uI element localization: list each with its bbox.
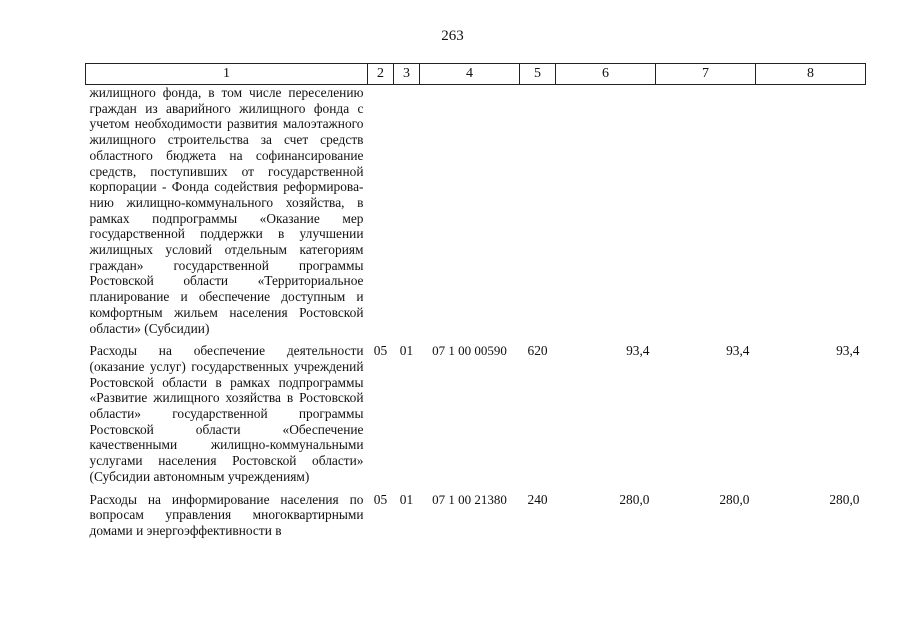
row-section (368, 85, 394, 344)
row-expense-type: 620 (527, 343, 548, 359)
row-target-article: 07 1 00 00590 (432, 343, 507, 359)
row-expense-type (520, 85, 556, 344)
row-subsection: 01 (399, 491, 414, 507)
header-row (86, 64, 866, 85)
row-section: 05 (373, 491, 388, 507)
row-amount-col6: 280,0 (619, 491, 650, 507)
row-target-article (420, 85, 520, 344)
row-section: 05 (373, 343, 388, 359)
page-number: 263 (441, 28, 464, 44)
table-row (86, 492, 866, 546)
header-col-6: 6 (556, 64, 656, 85)
row-amount-col7 (656, 85, 756, 344)
table-row (86, 85, 866, 344)
header-col-7: 7 (656, 64, 756, 85)
row-description: Расходы на обеспечение деятельности (оказание услуг) государственных учреждений Ростовской области в рамках подпрограммы «Развитие жилищного хозяйства в Ростовской области» государственной программы Ростовской области «Обеспечение качественными жилищно-коммунальными услугами населения Ростовской области» (Субсидии автономным учреждениям) (89, 343, 364, 484)
row-description: жилищного фонда, в том числе переселению граждан из аварийного жилищного фонда с учетом необходимости развития малоэтажного жилищного строительства за счет средств областного бюджета на софинансирование средств, поступивших от государственной корпорации - Фонда содействия реформированию жилищно-коммунального хозяйства, в рамках подпрограммы «Оказание мер государственной поддержки в улучшении жилищных условий отдельным категориям граждан» государственной программы Ростовской области «Территориальное планирование и обеспечение доступным и комфортным жильем населения Ростовской области» (Субсидии) (89, 85, 364, 336)
header-col-5: 5 (520, 64, 556, 85)
header-col-3: 3 (394, 64, 420, 85)
row-amount-col7: 280,0 (719, 491, 750, 507)
row-amount-col7: 93,4 (726, 343, 750, 359)
row-amount-col8 (756, 85, 866, 344)
row-target-article: 07 1 00 21380 (432, 491, 507, 507)
budget-table (85, 63, 866, 546)
row-subsection (394, 85, 420, 344)
header-col-2: 2 (368, 64, 394, 85)
row-expense-type: 240 (527, 491, 548, 507)
row-amount-col6: 93,4 (626, 343, 650, 359)
header-col-4: 4 (420, 64, 520, 85)
row-subsection: 01 (399, 343, 414, 359)
header-col-8: 8 (756, 64, 866, 85)
table-row (86, 343, 866, 491)
row-amount-col6 (556, 85, 656, 344)
row-description: Расходы на информирование населения по вопросам управления многоквартирными домами и энергоэффективности в (89, 491, 364, 538)
row-amount-col8: 93,4 (836, 343, 860, 359)
header-col-1: 1 (86, 64, 368, 85)
row-amount-col8: 280,0 (829, 491, 860, 507)
